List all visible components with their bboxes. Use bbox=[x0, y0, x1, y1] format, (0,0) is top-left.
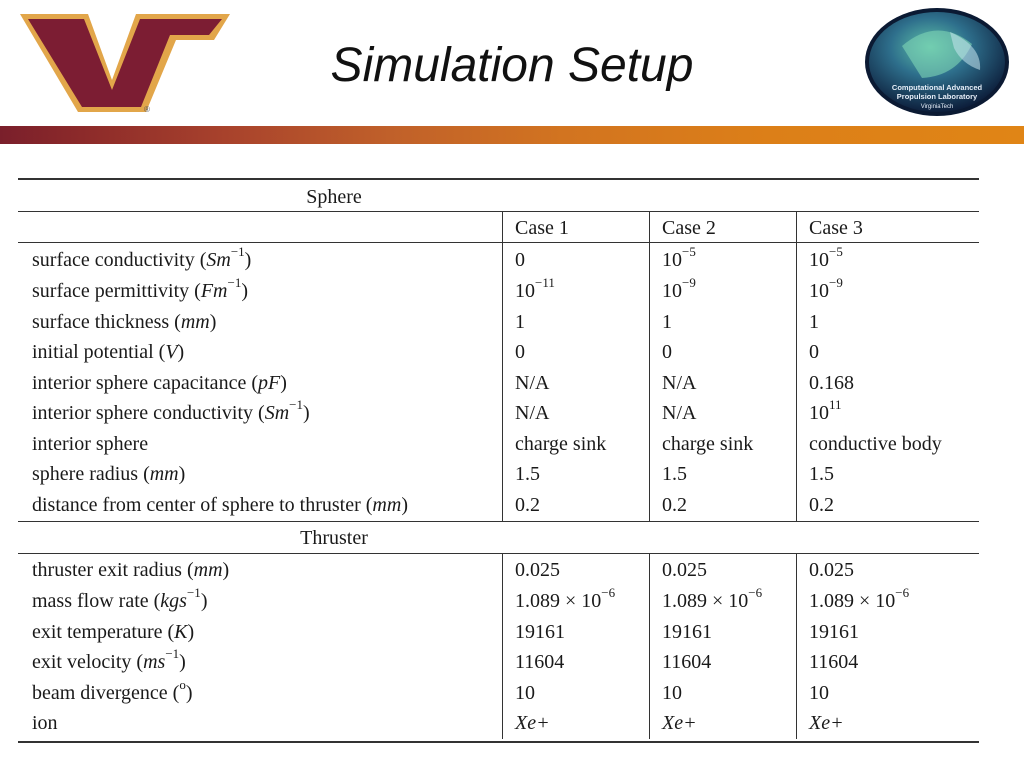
table-cell: 0.2 bbox=[515, 494, 540, 516]
table-cell: Xe+ bbox=[662, 712, 697, 734]
table-cell: 1 bbox=[515, 311, 525, 333]
table-cell: $1.089 \times 10^{-6}$ bbox=[809, 585, 910, 612]
row-label: sphere radius (mm) bbox=[32, 463, 186, 485]
table-cell: 19161 bbox=[662, 621, 712, 643]
row-label: exit temperature (K) bbox=[32, 621, 195, 643]
table-cell: Xe+ bbox=[515, 712, 550, 734]
table-cell: 0.2 bbox=[809, 494, 834, 516]
table-cell: $10^{-9}$ bbox=[809, 275, 843, 302]
svg-text:Propulsion Laboratory: Propulsion Laboratory bbox=[896, 92, 978, 101]
row-label: mass flow rate (kgs$^{-1}$) bbox=[32, 585, 208, 612]
svg-text:®: ® bbox=[144, 105, 150, 114]
svg-text:VirginiaTech: VirginiaTech bbox=[920, 104, 954, 110]
lab-logo bbox=[862, 6, 1012, 118]
table-cell: 0 bbox=[515, 341, 525, 363]
table-cell: 0.025 bbox=[662, 559, 707, 581]
table-cell: N/A bbox=[515, 372, 550, 394]
table-cell: 0 bbox=[515, 249, 525, 271]
section-title-thruster: Thruster bbox=[300, 527, 368, 549]
table-cell: 10 bbox=[809, 682, 829, 704]
row-label: surface conductivity $(Sm^{-1})$ bbox=[32, 244, 252, 271]
column-header-case-3: Case 3 bbox=[809, 217, 863, 239]
table-cell: 0.2 bbox=[662, 494, 687, 516]
table-cell: 19161 bbox=[809, 621, 859, 643]
row-label: exit velocity $(ms^{-1})$ bbox=[32, 646, 186, 673]
row-label: interior sphere bbox=[32, 433, 149, 455]
simulation-setup-table bbox=[18, 178, 979, 743]
slide-title: Simulation Setup bbox=[330, 39, 694, 92]
table-cell: 10 bbox=[515, 682, 535, 704]
section-title-sphere: Sphere bbox=[306, 186, 362, 208]
table-cell: charge sink bbox=[515, 433, 607, 455]
table-cell: 0.168 bbox=[809, 372, 854, 394]
row-label: surface permittivity $(Fm^{-1})$ bbox=[32, 275, 249, 302]
row-label: thruster exit radius (mm) bbox=[32, 559, 230, 581]
row-label: surface thickness (mm) bbox=[32, 311, 217, 333]
row-label: beam divergence ($^o$) bbox=[32, 677, 193, 704]
table-cell: N/A bbox=[662, 402, 697, 424]
table-cell: 0 bbox=[662, 341, 672, 363]
row-label: interior sphere conductivity $(Sm^{-1})$ bbox=[32, 397, 310, 424]
table-cell: 0.025 bbox=[809, 559, 854, 581]
table-cell: N/A bbox=[662, 372, 697, 394]
table-cell: $10^{-11}$ bbox=[515, 275, 555, 302]
header-divider-band bbox=[0, 126, 1024, 144]
row-label: ion bbox=[32, 712, 58, 734]
table-cell: charge sink bbox=[662, 433, 754, 455]
table-cell: 11604 bbox=[809, 651, 859, 673]
column-header-case-2: Case 2 bbox=[662, 217, 716, 239]
table-cell: 0.025 bbox=[515, 559, 560, 581]
table-cell: 1.5 bbox=[662, 463, 687, 485]
table-cell: $10^{-9}$ bbox=[662, 275, 696, 302]
table-cell: Xe+ bbox=[809, 712, 844, 734]
table-cell: 1 bbox=[809, 311, 819, 333]
table-cell: 19161 bbox=[515, 621, 565, 643]
table-cell: 1.5 bbox=[809, 463, 834, 485]
table-cell: $10^{11}$ bbox=[809, 397, 842, 424]
table-cell: 1 bbox=[662, 311, 672, 333]
row-label: interior sphere capacitance (pF) bbox=[32, 372, 287, 394]
table-cell: conductive body bbox=[809, 433, 942, 455]
table-cell: 11604 bbox=[662, 651, 712, 673]
table-cell: $10^{-5}$ bbox=[809, 244, 843, 271]
table-cell: $1.089 \times 10^{-6}$ bbox=[515, 585, 616, 612]
table-cell: 0 bbox=[809, 341, 819, 363]
row-label: initial potential (V) bbox=[32, 341, 185, 363]
table-cell: 1.5 bbox=[515, 463, 540, 485]
table-cell: N/A bbox=[515, 402, 550, 424]
table-cell: $1.089 \times 10^{-6}$ bbox=[662, 585, 763, 612]
table-cell: $10^{-5}$ bbox=[662, 244, 696, 271]
table-cell: 10 bbox=[662, 682, 682, 704]
column-header-case-1: Case 1 bbox=[515, 217, 569, 239]
table-cell: 11604 bbox=[515, 651, 565, 673]
svg-text:Computational Advanced: Computational Advanced bbox=[891, 83, 983, 92]
row-label: distance from center of sphere to thruster (mm) bbox=[32, 494, 408, 516]
